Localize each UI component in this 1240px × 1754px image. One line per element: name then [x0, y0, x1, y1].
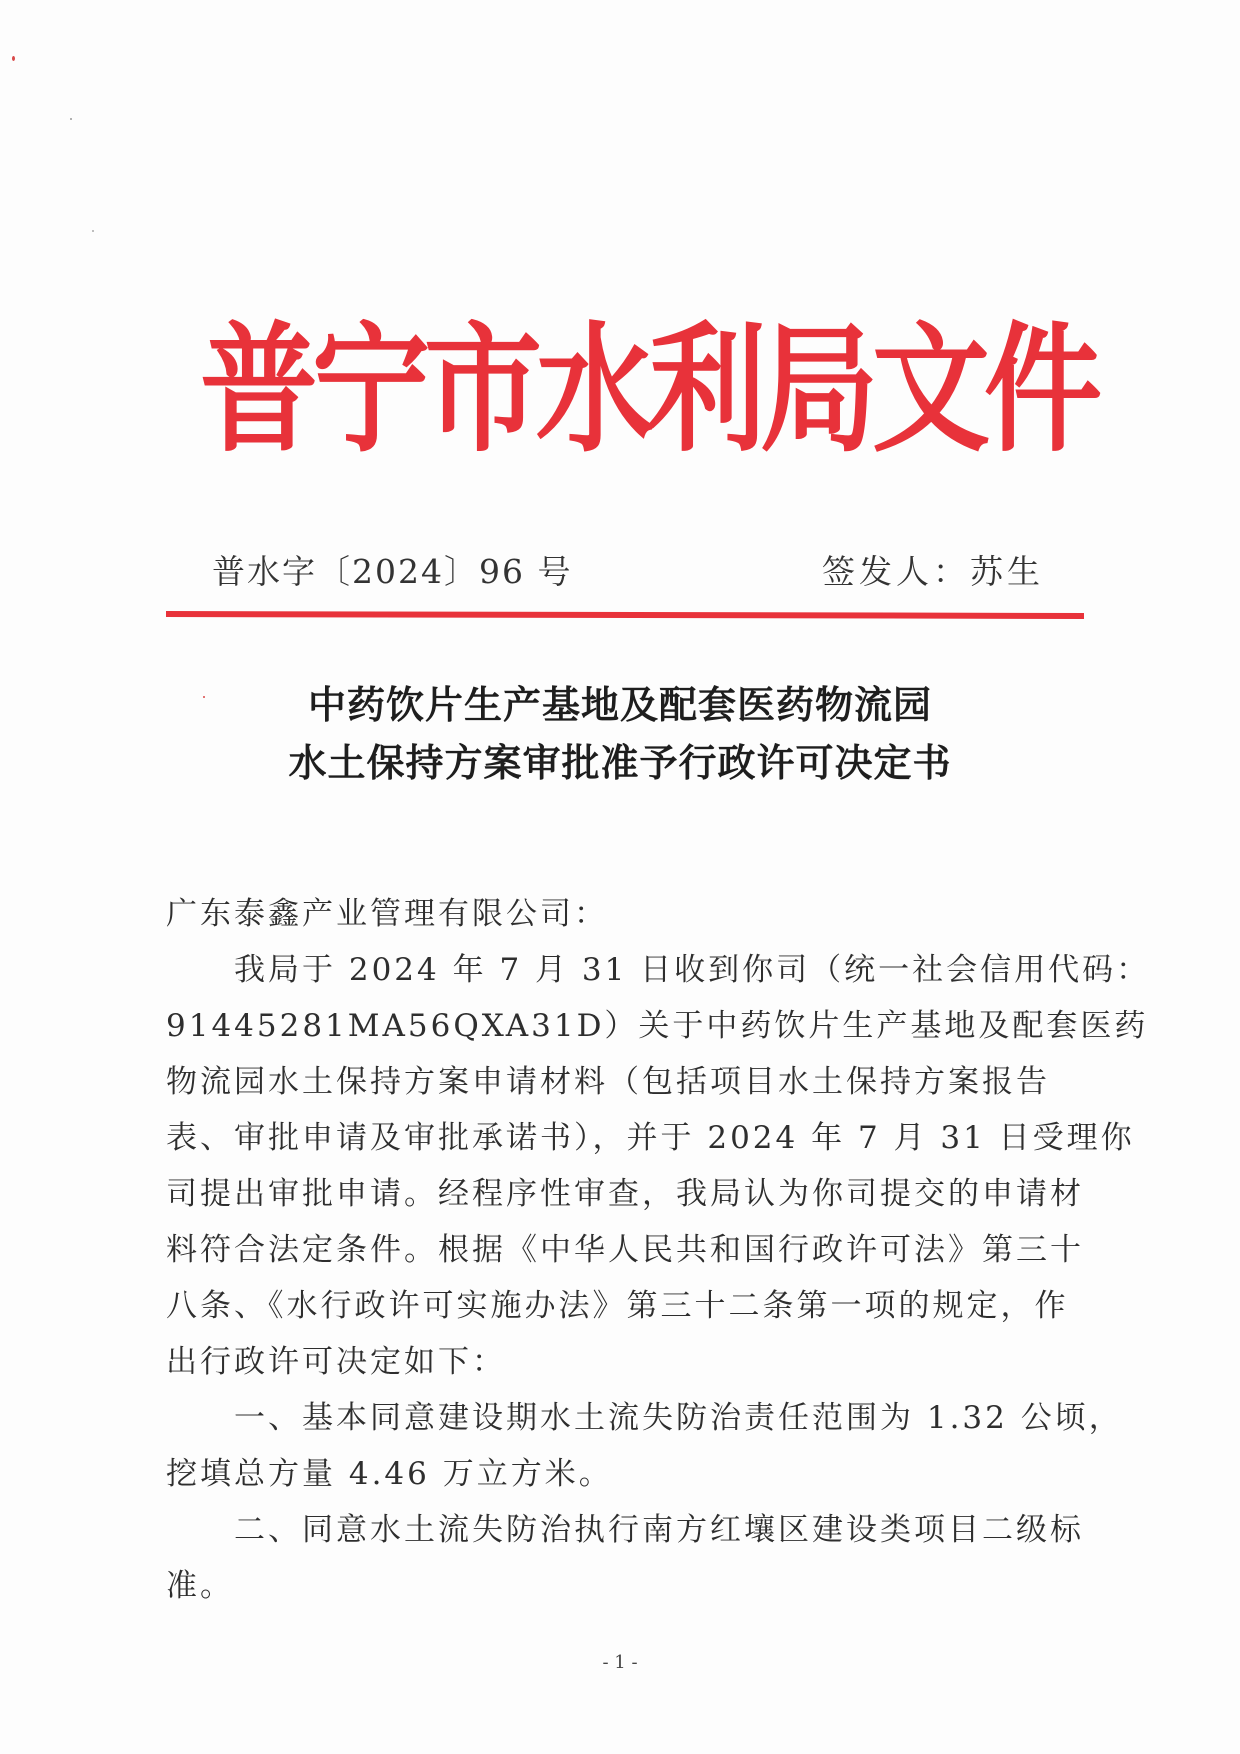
- body-line: 八条、《水行政许可实施办法》第三十二条第一项的规定，作: [166, 1288, 1069, 1324]
- body-line: 物流园水土保持方案申请材料（包括项目水土保持方案报告: [166, 1064, 1050, 1100]
- masthead-title: 普宁市水利局文件: [200, 307, 1097, 472]
- body-line: 挖填总方量 4.46 万立方米。: [166, 1456, 613, 1492]
- body-line: 91445281MA56QXA31D）关于中药饮片生产基地及配套医药: [166, 1008, 1149, 1044]
- red-divider-line: [166, 611, 1084, 619]
- document-title-line-2: 水土保持方案审批准予行政许可决定书: [288, 741, 952, 785]
- scan-speck: [12, 56, 15, 61]
- scan-speck: [92, 230, 94, 232]
- body-line: 出行政许可决定如下：: [166, 1344, 506, 1380]
- body-line: 我局于 2024 年 7 月 31 日收到你司（统一社会信用代码：: [166, 952, 1151, 988]
- addressee: 广东泰鑫产业管理有限公司：: [166, 896, 608, 932]
- body-line: 料符合法定条件。根据《中华人民共和国行政许可法》第三十: [166, 1232, 1084, 1268]
- document-number: 普水字〔2024〕96 号: [212, 552, 573, 591]
- body-line: 准。: [166, 1568, 234, 1604]
- body-line: 表、审批申请及审批承诺书），并于 2024 年 7 月 31 日受理你: [166, 1120, 1135, 1156]
- scan-speck: [70, 118, 72, 120]
- body-line: 一、基本同意建设期水土流失防治责任范围为 1.32 公顷，: [166, 1400, 1123, 1436]
- document-title-line-1: 中药饮片生产基地及配套医药物流园: [307, 683, 932, 727]
- body-line: 司提出审批申请。经程序性审查，我局认为你司提交的申请材: [166, 1176, 1084, 1212]
- signer: 签发人：苏生: [822, 552, 1044, 591]
- body-line: 二、同意水土流失防治执行南方红壤区建设类项目二级标: [166, 1512, 1084, 1548]
- page-number: - 1 -: [602, 1652, 638, 1673]
